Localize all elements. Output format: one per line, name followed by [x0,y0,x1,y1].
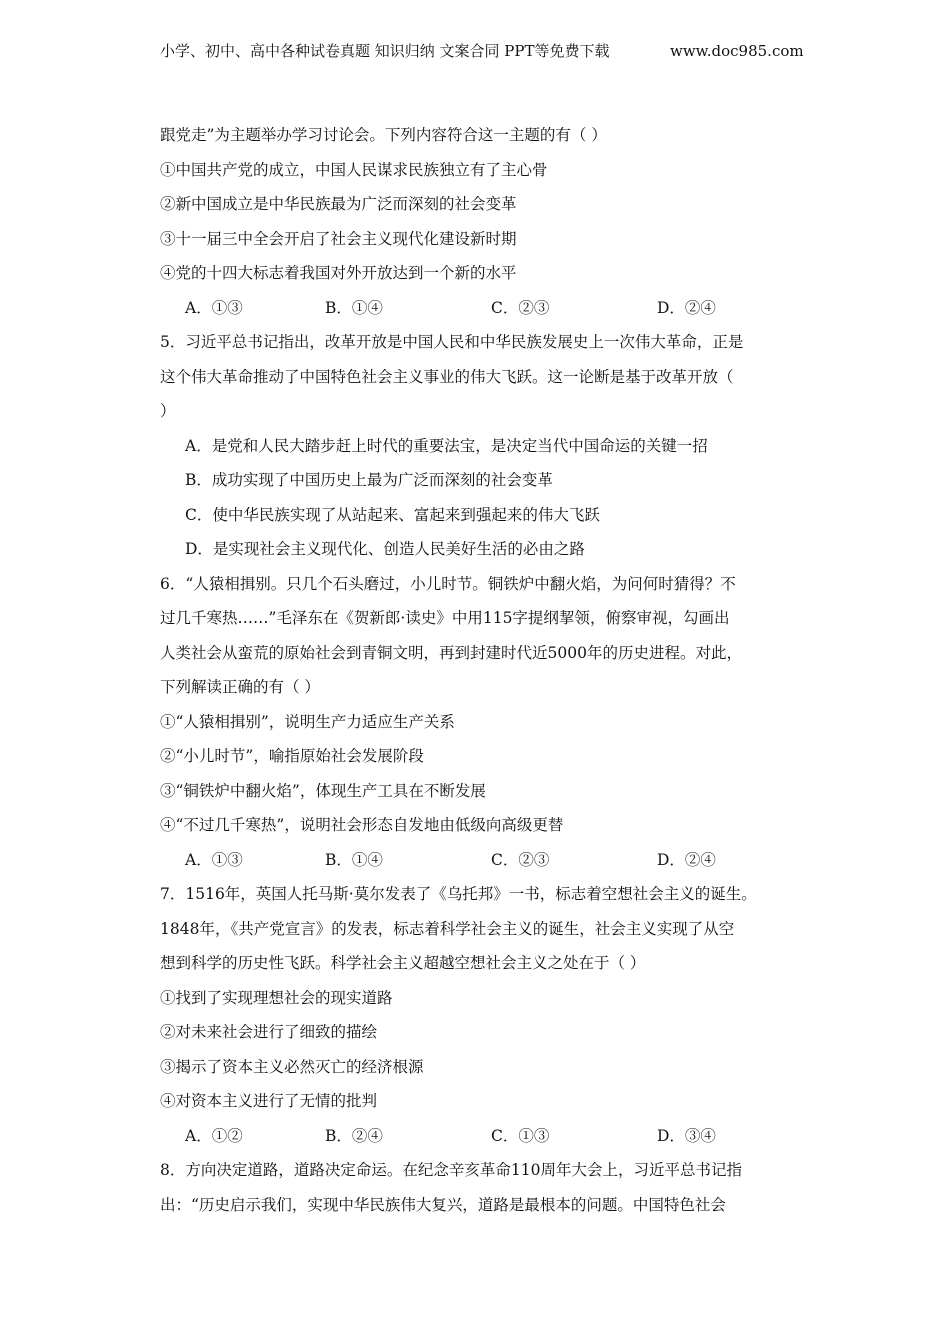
statement-item: ④党的十四大标志着我国对外开放达到一个新的水平 [160,264,517,282]
question-stem-line: 想到科学的历史性飞跃。科学社会主义超越空想社会主义之处在于（ ） [160,954,646,972]
statement-item: ③“铜铁炉中翻火焰”，体现生产工具在不断发展 [160,781,486,800]
statement-item: ③十一届三中全会开启了社会主义现代化建设新时期 [160,229,517,248]
statement-item: ②对未来社会进行了细致的描绘 [160,1023,378,1041]
question-stem-line: ） [160,402,176,420]
choice-d: D．③④ [657,1126,716,1145]
choice-a: A．①② [185,1126,243,1145]
choice-b: B．①④ [325,298,383,317]
statement-item: ③揭示了资本主义必然灭亡的经济根源 [160,1057,424,1076]
question-6 [160,567,792,878]
choice-a: A．①③ [185,298,243,317]
statement-item: ①找到了实现理想社会的现实道路 [160,988,393,1007]
choice-c: C．①③ [491,1126,550,1145]
choice-d: D．是实现社会主义现代化、创造人民美好生活的必由之路 [185,540,585,558]
question-stem-line: 出：“历史启示我们，实现中华民族伟大复兴，道路是最根本的问题。中国特色社会 [160,1195,726,1214]
answer-choices [160,291,792,326]
question-8 [160,1153,792,1222]
statement-item: ②“小儿时节”，喻指原始社会发展阶段 [160,747,424,765]
question-stem-line: 8．方向决定道路，道路决定命运。在纪念辛亥革命110周年大会上，习近平总书记指 [160,1161,742,1179]
question-stem-line: 跟党走”为主题举办学习讨论会。下列内容符合这一主题的有（ ） [160,126,607,144]
answer-choices [160,843,792,878]
question-7 [160,877,792,1153]
question-stem-line: 7．1516年，英国人托马斯·莫尔发表了《乌托邦》一书，标志着空想社会主义的诞生。 [160,885,757,903]
exam-page-body [160,118,792,1222]
question-stem-line: 6．“人猿相揖别。只几个石头磨过，小儿时节。铜铁炉中翻火焰，为问何时猜得？不 [160,574,736,593]
header-promo-text: 小学、初中、高中各种试卷真题 知识归纳 文案合同 PPT等免费下载 [160,42,610,60]
statement-item: ④对资本主义进行了无情的批判 [160,1092,378,1110]
statement-item: ①“人猿相揖别”，说明生产力适应生产关系 [160,712,455,731]
question-stem-line: 下列解读正确的有（ ） [160,678,320,696]
choice-c: C．使中华民族实现了从站起来、富起来到强起来的伟大飞跃 [185,505,600,524]
answer-choices [160,1119,792,1154]
question-stem-line: 人类社会从蛮荒的原始社会到青铜文明，再到封建时代近5000年的历史进程。对此， [160,643,742,662]
statement-item: ④“不过几千寒热”，说明社会形态自发地由低级向高级更替 [160,816,564,834]
statement-item: ②新中国成立是中华民族最为广泛而深刻的社会变革 [160,195,517,213]
choice-d: D．②④ [657,298,716,317]
question-4 [160,118,792,325]
choice-b: B．①④ [325,850,383,869]
question-stem-line: 1848年，《共产党宣言》的发表，标志着科学社会主义的诞生，社会主义实现了从空 [160,919,735,938]
question-stem-line: 5．习近平总书记指出，改革开放是中国人民和中华民族发展史上一次伟大革命，正是 [160,333,744,351]
choice-a: A．是党和人民大踏步赶上时代的重要法宝，是决定当代中国命运的关键一招 [185,436,708,455]
question-stem-line: 过几千寒热……”毛泽东在《贺新郎·读史》中用115字提纲挈领，俯察审视，勾画出 [160,609,730,627]
question-5 [160,325,792,567]
choice-c: C．②③ [491,298,550,317]
choice-c: C．②③ [491,850,550,869]
question-stem-line: 这个伟大革命推动了中国特色社会主义事业的伟大飞跃。这一论断是基于改革开放（ [160,367,734,386]
choice-a: A．①③ [185,850,243,869]
choice-b: B．②④ [325,1126,383,1145]
choice-b: B．成功实现了中国历史上最为广泛而深刻的社会变革 [185,471,553,489]
choice-d: D．②④ [657,850,716,869]
page-header [160,40,804,62]
header-website: www.doc985.com [670,42,804,60]
statement-item: ①中国共产党的成立，中国人民谋求民族独立有了主心骨 [160,160,548,179]
